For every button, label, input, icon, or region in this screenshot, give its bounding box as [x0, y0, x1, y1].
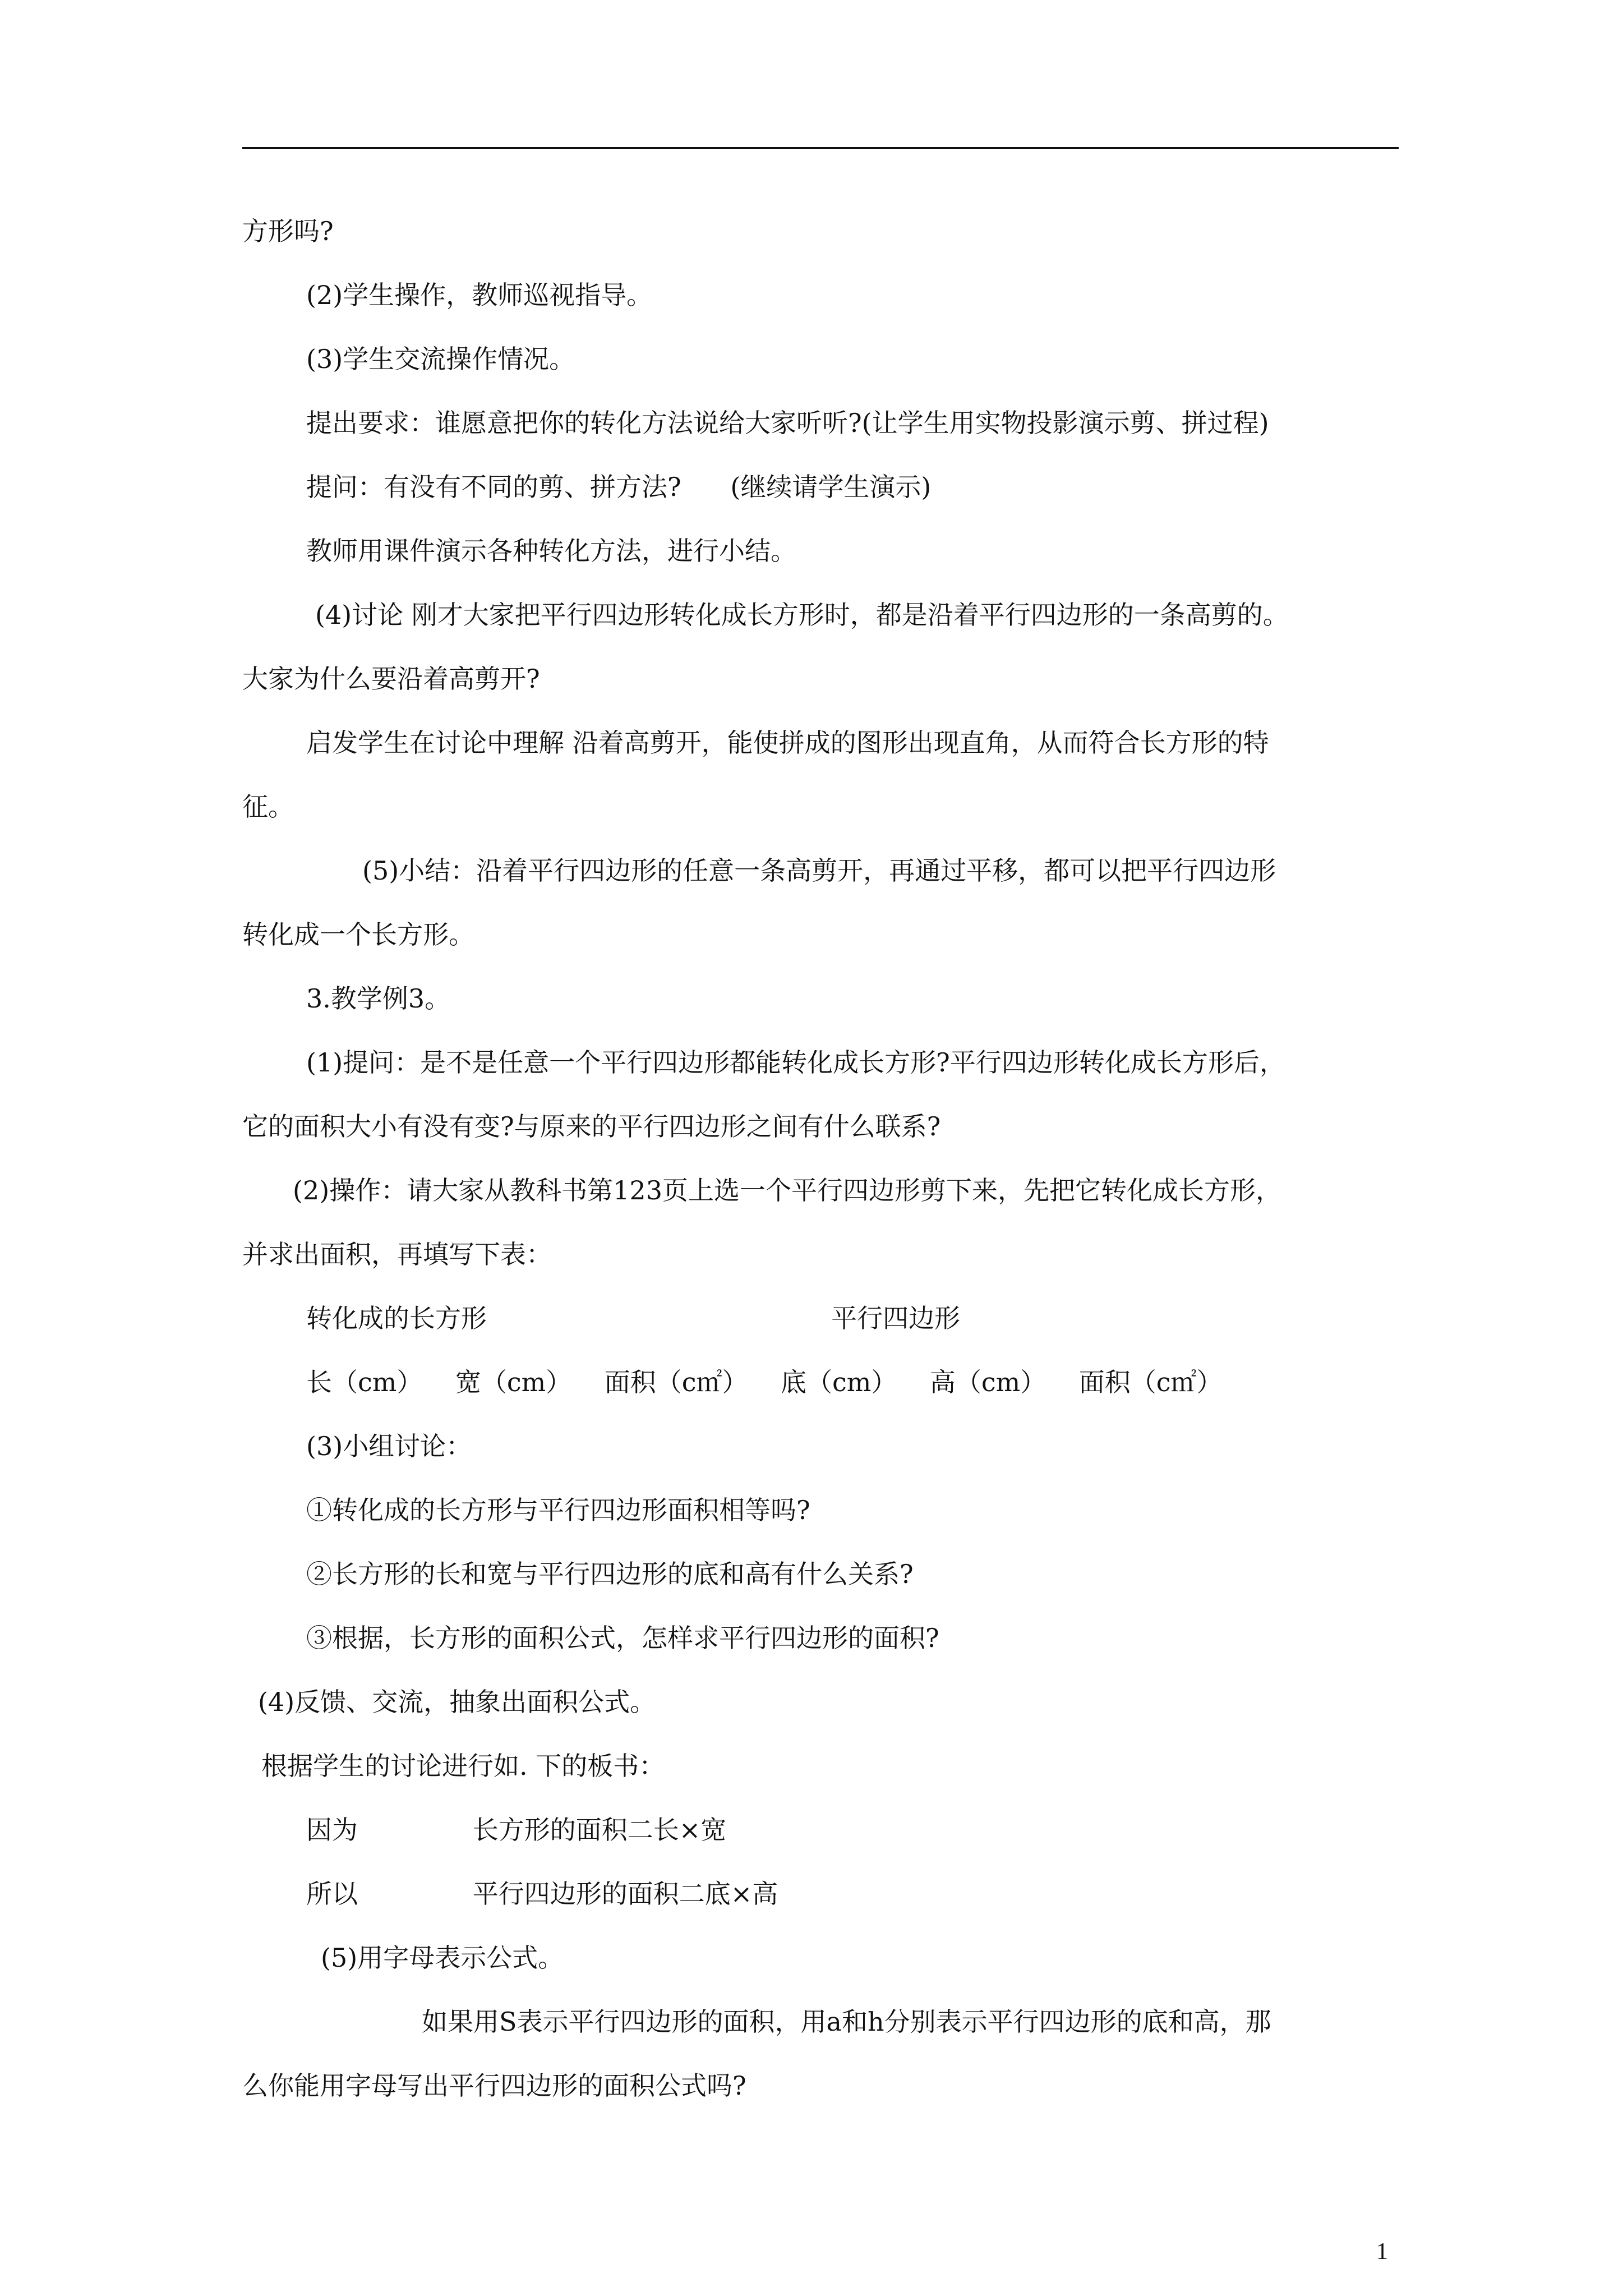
- text-line: (5)小结：沿着平行四边形的任意一条高剪开，再通过平移，都可以把平行四边形: [362, 855, 1276, 886]
- text-line: 根据学生的讨论进行如. 下的板书：: [261, 1751, 665, 1781]
- text-line: 提问：有没有不同的剪、拼方法? (继续请学生演示): [306, 472, 932, 502]
- text-line: 如果用S表示平行四边形的面积，用a和h分别表示平行四边形的底和高，那: [422, 2007, 1271, 2037]
- text-line: 启发学生在讨论中理解 沿着高剪开，能使拼成的图形出现直角，从而符合长方形的特: [306, 728, 1269, 758]
- text-line: 转化成的长方形 平行四边形: [306, 1303, 961, 1333]
- text-line: (5)用字母表示公式。: [321, 1943, 564, 1973]
- text-line: 方形吗?: [242, 216, 334, 246]
- text-line: (3)学生交流操作情况。: [306, 344, 575, 374]
- text-line: 它的面积大小有没有变?与原来的平行四边形之间有什么联系?: [242, 1111, 941, 1142]
- text-line: 转化成一个长方形。: [242, 919, 474, 950]
- text-line: ③根据，长方形的面积公式，怎样求平行四边形的面积?: [306, 1623, 939, 1653]
- text-line: 么你能用字母写出平行四边形的面积公式吗?: [242, 2070, 746, 2101]
- text-line: (2)操作：请大家从教科书第123页上选一个平行四边形剪下来，先把它转化成长方形，: [293, 1175, 1281, 1205]
- page-number: 1: [1376, 2239, 1388, 2265]
- text-line: (4)反馈、交流，抽象出面积公式。: [258, 1687, 656, 1717]
- text-line: 并求出面积，再填写下表：: [242, 1239, 552, 1269]
- text-line: (2)学生操作，教师巡视指导。: [306, 280, 653, 310]
- text-line: ②长方形的长和宽与平行四边形的底和高有什么关系?: [306, 1559, 914, 1589]
- text-line: 3.教学例3。: [306, 983, 451, 1014]
- text-line: 大家为什么要沿着高剪开?: [242, 664, 540, 694]
- text-line: (4)讨论 刚才大家把平行四边形转化成长方形时，都是沿着平行四边形的一条高剪的。: [315, 600, 1289, 630]
- text-line: 提出要求：谁愿意把你的转化方法说给大家听听?(让学生用实物投影演示剪、拼过程): [306, 408, 1269, 438]
- text-line: ①转化成的长方形与平行四边形面积相等吗?: [306, 1495, 810, 1525]
- text-line: (3)小组讨论：: [306, 1431, 472, 1461]
- text-line: 教师用课件演示各种转化方法，进行小结。: [306, 536, 796, 566]
- text-line: 因为 长方形的面积二长×宽: [306, 1815, 727, 1845]
- header-rule: [242, 147, 1399, 149]
- text-line: 征。: [242, 792, 294, 822]
- text-line: (1)提问：是不是任意一个平行四边形都能转化成长方形?平行四边形转化成长方形后，: [306, 1047, 1285, 1078]
- text-line: 长（cm） 宽（cm） 面积（c㎡） 底（cm） 高（cm） 面积（c㎡）: [306, 1367, 1223, 1397]
- text-line: 所以 平行四边形的面积二底×高: [306, 1879, 778, 1909]
